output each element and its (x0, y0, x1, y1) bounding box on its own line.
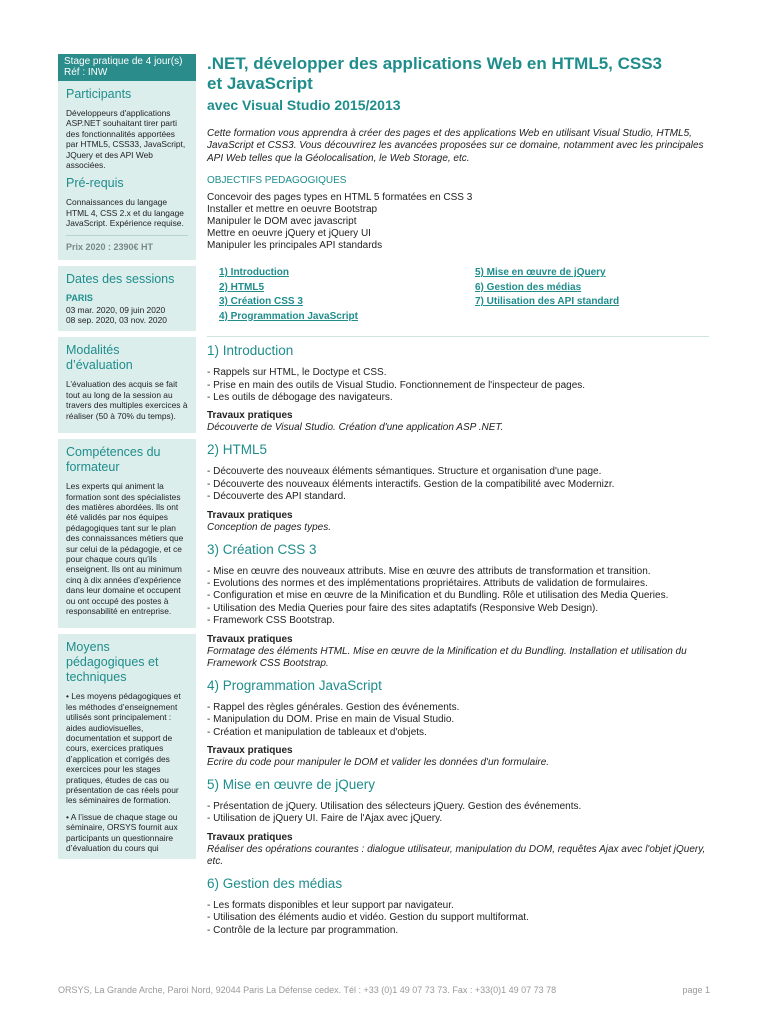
tp-text: Découverte de Visual Studio. Création d'une application ASP .NET. (207, 422, 504, 434)
competences-block (58, 439, 196, 628)
section-line: - Création et manipulation de tableaux et d'objets. (207, 726, 427, 738)
section-line: - Prise en main des outils de Visual Studio. Fonctionnement de l'inspecteur de pages. (207, 379, 586, 391)
intro-text: Cette formation vous apprendra à créer des pages et des applications Web en utilisant Visual Studio, HTML5, JavaScript et CSS3. Vous découvrirez les avancées proposées sur ce domaine, notamment avec les principales API Web telles que la Géolocalisation, le Web Storage, etc. (207, 128, 704, 164)
toc-column-left (219, 266, 358, 324)
section-title: 1) Introduction (207, 343, 294, 359)
course-duration-header (58, 54, 196, 81)
tp-text: Ecrire du code pour manipuler le DOM et valider les données d'un formulaire. (207, 756, 550, 768)
section-body (207, 801, 709, 826)
sidebar (58, 54, 196, 859)
course-reference: Réf : INW (64, 67, 108, 78)
section-body (207, 702, 709, 739)
tp-text: Réaliser des opérations courantes : dialogue utilisateur, manipulation du DOM, requêtes Ajax avec l'objet jQuery, etc. (207, 843, 706, 867)
divider (207, 336, 709, 337)
section-line: - Configuration et mise en œuvre de la Minification et du Bundling. Rôle et utilisation des Media Queries. (207, 590, 669, 602)
objective-item: Concevoir des pages types en HTML 5 formatées en CSS 3 (207, 192, 473, 204)
toc-link-api[interactable]: 7) Utilisation des API standard (475, 296, 620, 308)
section-title: 4) Programmation JavaScript (207, 677, 382, 693)
section-line: - Présentation de jQuery. Utilisation des sélecteurs jQuery. Gestion des événements. (207, 800, 582, 812)
section-line: - Utilisation des éléments audio et vidéo. Gestion du support multiformat. (207, 912, 529, 924)
section-title: 2) HTML5 (207, 442, 268, 458)
page-footer (58, 985, 710, 995)
section-line: - Découverte des API standard. (207, 491, 346, 503)
section-line: - Manipulation du DOM. Prise en main de Visual Studio. (207, 714, 455, 726)
section-title: 5) Mise en œuvre de jQuery (207, 776, 376, 792)
toc-link-html5[interactable]: 2) HTML5 (219, 281, 264, 293)
footer-address: ORSYS, La Grande Arche, Paroi Nord, 92044 Paris La Défense cedex. Tél : +33 (0)1 49 07 73 73. Fax : +33(0)1 49 07 73 78 (58, 985, 557, 995)
toc-link-introduction[interactable]: 1) Introduction (219, 267, 289, 279)
section-jquery (207, 777, 709, 868)
prerequis-text: Connaissances du langage HTML 4, CSS 2.x et du langage JavaScript. Expérience requise. (66, 197, 184, 229)
tp-label: Travaux pratiques (207, 633, 293, 645)
prerequis-title: Pré-requis (66, 176, 124, 191)
toc-link-css3[interactable]: 3) Création CSS 3 (219, 296, 303, 308)
moyens-text-2: • A l’issue de chaque stage ou séminaire, ORSYS fournit aux participants un questionnaire d’évaluation du cours qui (66, 811, 178, 854)
tp-label: Travaux pratiques (207, 744, 293, 756)
session-city: PARIS (66, 292, 93, 303)
section-line: - Les formats disponibles et leur support par navigateur. (207, 899, 454, 911)
section-html5 (207, 442, 709, 533)
page-title (207, 54, 709, 94)
sessions-block (58, 266, 196, 332)
participants-title: Participants (66, 87, 132, 101)
toc-link-jquery[interactable]: 5) Mise en œuvre de jQuery (475, 267, 606, 279)
page-title-line-2: et JavaScript (207, 74, 313, 93)
toc-column-right (475, 266, 619, 310)
section-line: - Découverte des nouveaux éléments sémantiques. Structure et organisation d'une page. (207, 466, 602, 478)
section-line: - Framework CSS Bootstrap. (207, 615, 335, 627)
section-body (207, 900, 709, 937)
section-body (207, 566, 709, 628)
divider (66, 235, 188, 236)
section-body (207, 466, 709, 503)
tp-label: Travaux pratiques (207, 410, 293, 422)
page-subtitle: avec Visual Studio 2015/2013 (207, 97, 401, 113)
section-css3 (207, 542, 709, 670)
section-medias (207, 876, 709, 937)
objective-item: Manipuler les principales API standards (207, 240, 383, 252)
objectives-list (207, 192, 709, 252)
session-dates-1: 03 mar. 2020, 09 juin 2020 (66, 304, 166, 315)
section-line: - Evolutions des normes et des implémentations propriétaires. Attributs de validation de formulaires. (207, 578, 648, 590)
moyens-title: Moyens pédagogiques et techniques (66, 640, 159, 685)
section-line: - Découverte des nouveaux éléments interactifs. Gestion de la compatibilité avec Modernizr. (207, 478, 615, 490)
page-title-line-1: .NET, développer des applications Web en HTML5, CSS3 (207, 54, 663, 73)
main-content (207, 54, 709, 943)
section-javascript (207, 678, 709, 769)
sessions-title: Dates des sessions (66, 271, 175, 286)
modalites-block (58, 337, 196, 433)
sidebar-info-block (58, 81, 196, 260)
section-line: - Contrôle de la lecture par programmation. (207, 924, 399, 936)
modalites-text: L’évaluation des acquis se fait tout au long de la session au travers des multiples exercices à réaliser (50 à 70% du temps). (66, 379, 188, 421)
competences-text: Les experts qui animent la formation sont des spécialistes des matières abordées. Ils ont été validés par nos équipes pédagogiques tant sur le plan des connaissances métiers que sur celui de la pédagogie, et ce pour chaque cours qu’ils enseignent. Ils ont au minimum cinq à dix années d’expérience dans leur domaine et occupent ou ont occupé des postes à responsabilité en entreprise. (66, 481, 184, 616)
section-line: - Mise en œuvre des nouveaux attributs. Mise en œuvre des attributs de transformation et transition. (207, 565, 651, 577)
competences-title: Compétences du formateur (66, 445, 161, 475)
price: Prix 2020 : 2390€ HT (66, 241, 154, 252)
section-line: - Rappels sur HTML, le Doctype et CSS. (207, 367, 387, 379)
section-line: - Utilisation des Media Queries pour faire des sites adaptatifs (Responsive Web Design). (207, 602, 599, 614)
moyens-text-1: • Les moyens pédagogiques et les méthodes d’enseignement utilisés sont principalement : aides audiovisuelles, documentation et support de cours, exercices pratiques d’application et corrigés des exercices pour les stages pratiques, études de cas ou présentation de cas réels pour les séminaires de formation. (66, 691, 181, 806)
objective-item: Installer et mettre en oeuvre Bootstrap (207, 204, 378, 216)
section-title: 6) Gestion des médias (207, 875, 343, 891)
table-of-contents (207, 266, 709, 324)
modalites-title: Modalités d’évaluation (66, 343, 133, 373)
toc-link-javascript[interactable]: 4) Programmation JavaScript (219, 310, 358, 322)
course-duration: Stage pratique de 4 jour(s) (64, 56, 183, 67)
toc-link-medias[interactable]: 6) Gestion des médias (475, 281, 582, 293)
objective-item: Manipuler le DOM avec javascript (207, 216, 357, 228)
tp-label: Travaux pratiques (207, 831, 293, 843)
section-body (207, 367, 709, 404)
page-number: page 1 (682, 985, 710, 995)
tp-text: Conception de pages types. (207, 521, 331, 533)
objectives-title: OBJECTIFS PEDAGOGIQUES (207, 175, 347, 187)
participants-text: Développeurs d'applications ASP.NET souhaitant tirer parti des fonctionnalités apportées par HTML5, CSS33, JavaScript, JQuery et des API Web associées. (66, 108, 186, 171)
session-dates-2: 08 sep. 2020, 03 nov. 2020 (66, 315, 167, 326)
objective-item: Mettre en oeuvre jQuery et jQuery UI (207, 228, 371, 240)
section-line: - Rappel des règles générales. Gestion des événements. (207, 701, 460, 713)
section-line: - Utilisation de jQuery UI. Faire de l'Ajax avec jQuery. (207, 813, 443, 825)
section-line: - Les outils de débogage des navigateurs. (207, 392, 393, 404)
section-title: 3) Création CSS 3 (207, 541, 317, 557)
moyens-block (58, 634, 196, 859)
section-introduction (207, 343, 709, 434)
tp-text: Formatage des éléments HTML. Mise en œuvre de la Minification et du Bundling. Installation et utilisation du Framework CSS Bootstrap. (207, 645, 687, 669)
tp-label: Travaux pratiques (207, 509, 293, 521)
